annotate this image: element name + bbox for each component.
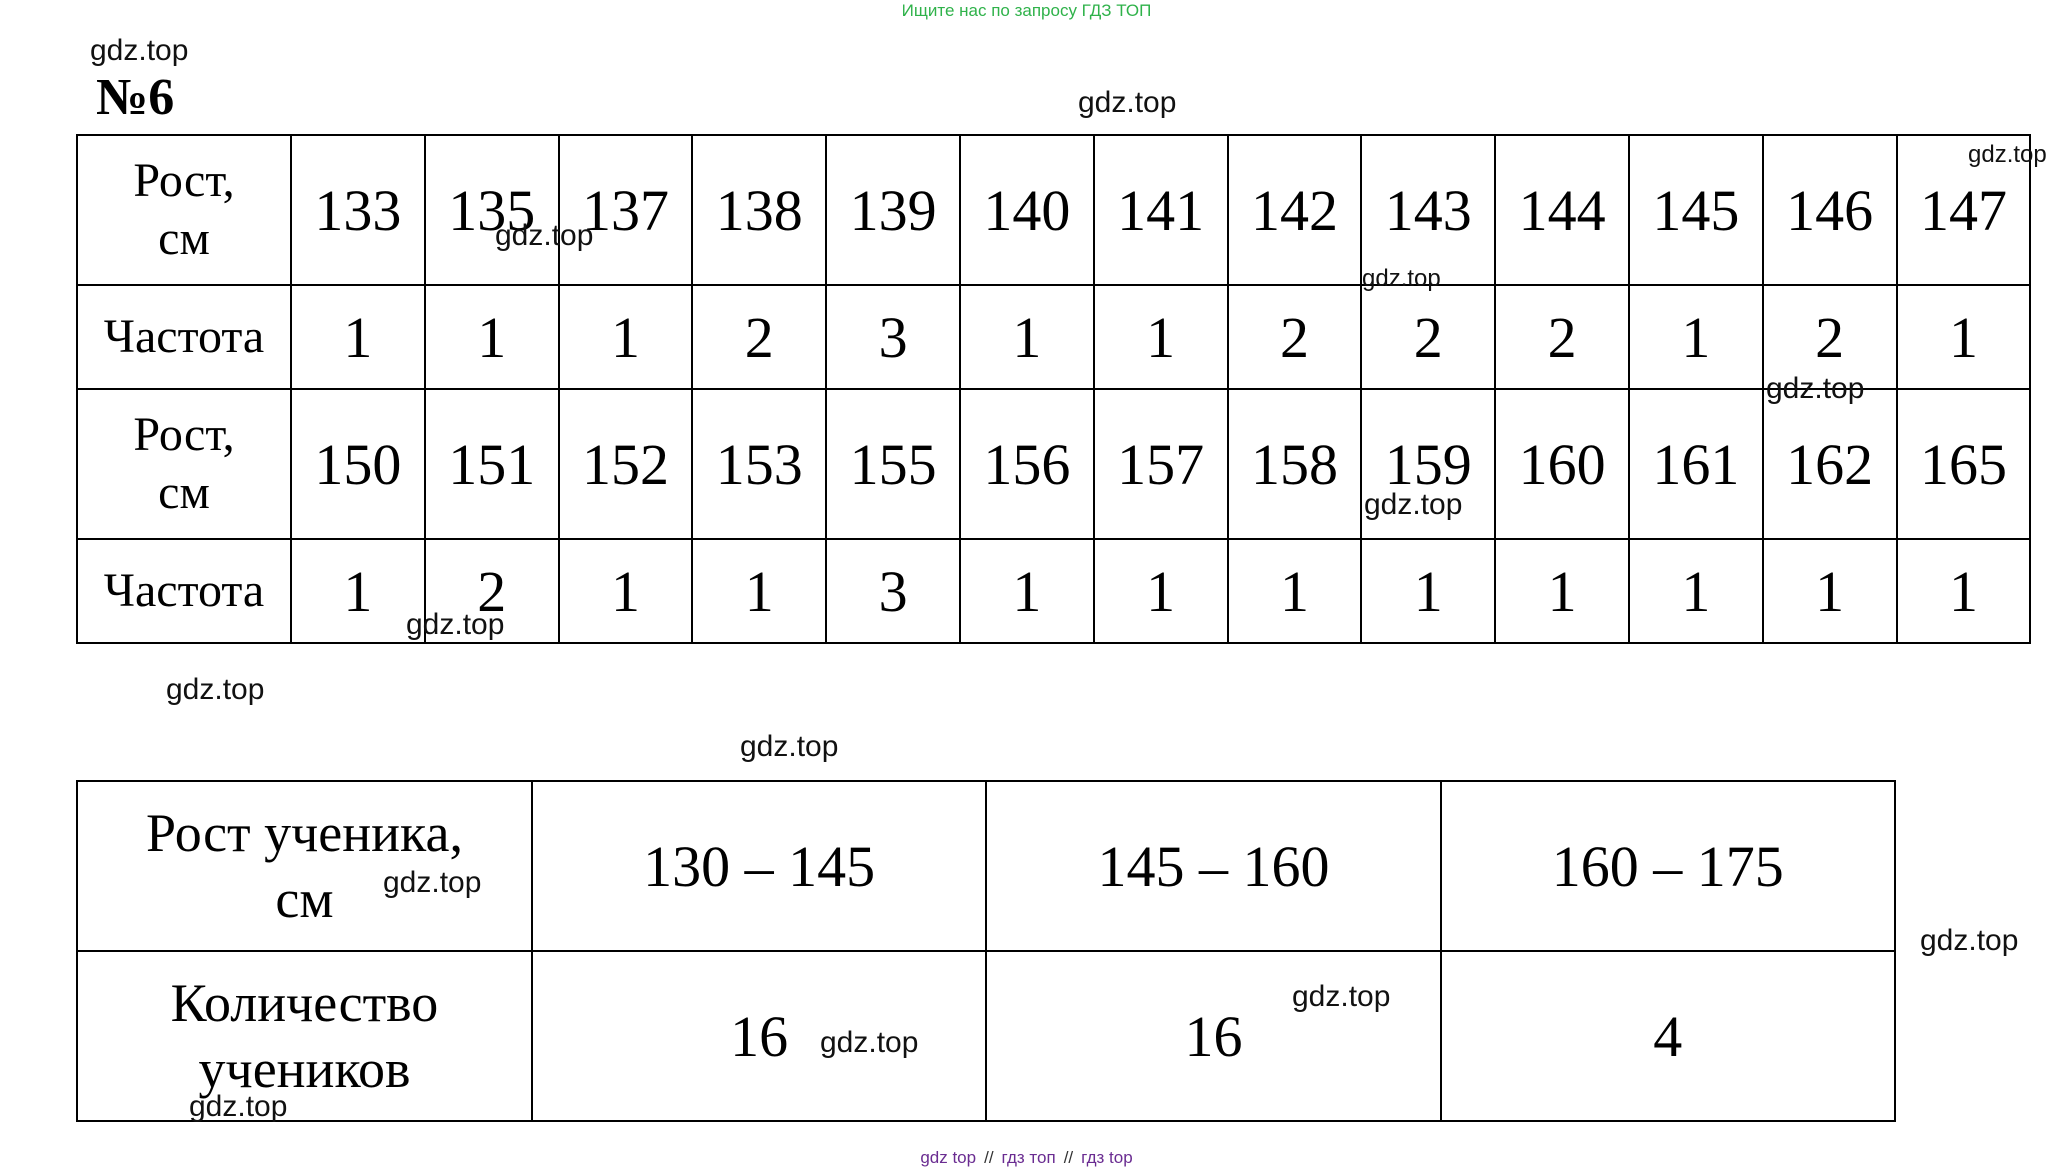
- frequency-value-cell: 2: [692, 285, 826, 389]
- frequency-value-cell: 1: [1361, 539, 1495, 643]
- height-value-cell: 160: [1495, 389, 1629, 539]
- watermark: gdz.top: [1362, 265, 1441, 292]
- watermark: gdz.top: [1766, 372, 1865, 405]
- frequency-value-cell: 2: [1495, 285, 1629, 389]
- interval-label-line: см: [275, 869, 334, 929]
- frequency-label-cell: Частота: [77, 539, 291, 643]
- frequency-value-cell: 1: [1094, 285, 1228, 389]
- count-label-line: учеников: [198, 1039, 411, 1099]
- frequency-value-cell: 2: [425, 539, 559, 643]
- height-label-cell: [77, 135, 291, 285]
- height-value-cell: 156: [960, 389, 1094, 539]
- height-row: [77, 135, 2030, 285]
- watermark: gdz.top: [1968, 141, 2047, 168]
- frequency-value-cell: 1: [1495, 539, 1629, 643]
- frequency-value-cell: 1: [960, 539, 1094, 643]
- count-value-cell: 16: [986, 951, 1440, 1121]
- count-label-cell: [77, 951, 532, 1121]
- watermark: gdz.top: [90, 34, 189, 67]
- height-value-cell: 150: [291, 389, 425, 539]
- frequency-value-cell: 2: [1763, 285, 1897, 389]
- watermark: gdz.top: [740, 730, 839, 763]
- watermark: gdz.top: [820, 1026, 919, 1059]
- frequency-row: [77, 539, 2030, 643]
- watermark: gdz.top: [495, 219, 594, 252]
- frequency-value-cell: 2: [1228, 285, 1362, 389]
- bottom-note-item: гдз top: [1081, 1148, 1133, 1167]
- frequency-value-cell: 1: [1629, 539, 1763, 643]
- watermark: gdz.top: [406, 608, 505, 641]
- frequency-table: [76, 134, 2031, 644]
- frequency-row: [77, 285, 2030, 389]
- bottom-note-separator: //: [984, 1148, 994, 1167]
- count-value-cell: 16: [532, 951, 986, 1121]
- height-label-line: Рост,: [133, 408, 235, 461]
- height-value-cell: 144: [1495, 135, 1629, 285]
- watermark: gdz.top: [1920, 924, 2019, 957]
- frequency-value-cell: 1: [960, 285, 1094, 389]
- problem-number: №6: [96, 69, 175, 126]
- height-value-cell: 141: [1094, 135, 1228, 285]
- frequency-label-cell: Частота: [77, 285, 291, 389]
- frequency-value-cell: 1: [1763, 539, 1897, 643]
- height-value-cell: 153: [692, 389, 826, 539]
- height-value-cell: 147: [1897, 135, 2031, 285]
- interval-value-cell: 160 – 175: [1441, 781, 1895, 951]
- height-value-cell: 158: [1228, 389, 1362, 539]
- height-row: [77, 389, 2030, 539]
- count-label-line: Количество: [170, 973, 439, 1033]
- top-promo-note: Ищите нас по запросу ГДЗ ТОП: [901, 1, 1152, 20]
- height-value-cell: 135: [425, 135, 559, 285]
- grouped-table: [76, 780, 1896, 1122]
- frequency-value-cell: 1: [1094, 539, 1228, 643]
- height-value-cell: 151: [425, 389, 559, 539]
- height-label-line: Рост,: [133, 154, 235, 207]
- bottom-promo-note: [0, 1148, 2053, 1168]
- height-value-cell: 165: [1897, 389, 2031, 539]
- height-value-cell: 161: [1629, 389, 1763, 539]
- height-value-cell: 146: [1763, 135, 1897, 285]
- frequency-value-cell: 1: [692, 539, 826, 643]
- frequency-value-cell: 1: [1228, 539, 1362, 643]
- interval-row: [77, 781, 1895, 951]
- count-row: [77, 951, 1895, 1121]
- frequency-value-cell: 1: [425, 285, 559, 389]
- frequency-value-cell: 1: [1629, 285, 1763, 389]
- frequency-value-cell: 1: [291, 285, 425, 389]
- frequency-value-cell: 3: [826, 285, 960, 389]
- frequency-value-cell: 1: [1897, 539, 2031, 643]
- watermark: gdz.top: [1364, 488, 1463, 521]
- interval-value-cell: 145 – 160: [986, 781, 1440, 951]
- height-value-cell: 159: [1361, 389, 1495, 539]
- frequency-value-cell: 1: [559, 539, 693, 643]
- height-value-cell: 137: [559, 135, 693, 285]
- watermark: gdz.top: [1292, 980, 1391, 1013]
- height-value-cell: 162: [1763, 389, 1897, 539]
- height-value-cell: 155: [826, 389, 960, 539]
- height-value-cell: 138: [692, 135, 826, 285]
- watermark: gdz.top: [383, 866, 482, 899]
- interval-label-line: Рост ученика,: [146, 803, 463, 863]
- height-value-cell: 139: [826, 135, 960, 285]
- frequency-value-cell: 3: [826, 539, 960, 643]
- frequency-value-cell: 1: [291, 539, 425, 643]
- height-label-line: см: [158, 212, 210, 265]
- height-value-cell: 140: [960, 135, 1094, 285]
- watermark: gdz.top: [166, 673, 265, 706]
- bottom-note-item: gdz top: [920, 1148, 977, 1167]
- interval-value-cell: 130 – 145: [532, 781, 986, 951]
- watermark: gdz.top: [1078, 86, 1177, 119]
- height-value-cell: 145: [1629, 135, 1763, 285]
- frequency-value-cell: 1: [559, 285, 693, 389]
- bottom-note-separator: //: [1063, 1148, 1074, 1167]
- frequency-value-cell: 2: [1361, 285, 1495, 389]
- height-label-cell: [77, 389, 291, 539]
- count-value-cell: 4: [1441, 951, 1895, 1121]
- height-value-cell: 152: [559, 389, 693, 539]
- height-value-cell: 143: [1361, 135, 1495, 285]
- height-value-cell: 142: [1228, 135, 1362, 285]
- height-value-cell: 133: [291, 135, 425, 285]
- watermark: gdz.top: [189, 1090, 288, 1123]
- height-value-cell: 157: [1094, 389, 1228, 539]
- height-label-line: см: [158, 466, 210, 519]
- frequency-value-cell: 1: [1897, 285, 2031, 389]
- bottom-note-item: гдз топ: [1001, 1148, 1056, 1167]
